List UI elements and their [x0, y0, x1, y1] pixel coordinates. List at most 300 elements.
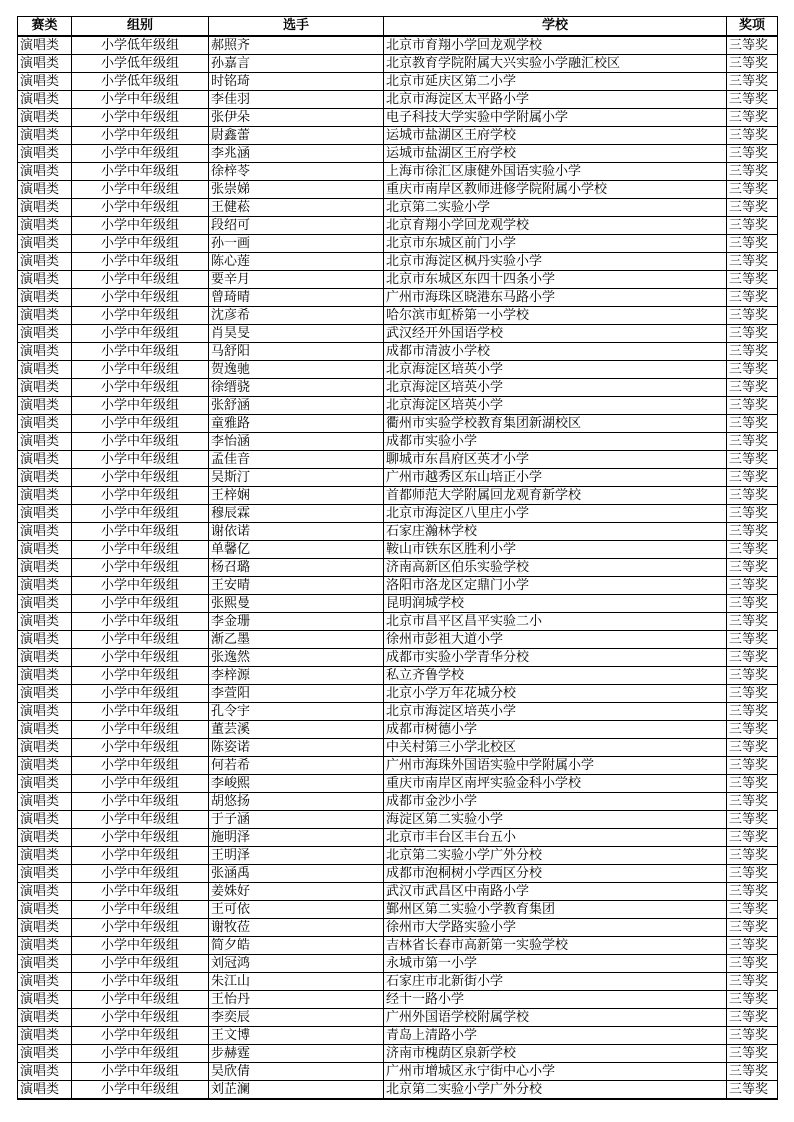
cell-group: 小学中年级组: [72, 1045, 209, 1063]
cell-group: 小学中年级组: [72, 901, 209, 919]
cell-award: 三等奖: [727, 973, 778, 991]
cell-award: 三等奖: [727, 919, 778, 937]
cell-award: 三等奖: [727, 397, 778, 415]
cell-school: 北京市海淀区培英小学: [384, 703, 727, 721]
cell-group: 小学中年级组: [72, 703, 209, 721]
cell-group: 小学中年级组: [72, 343, 209, 361]
cell-contestant: 要辛月: [209, 271, 384, 289]
cell-school: 北京市海淀区八里庄小学: [384, 505, 727, 523]
cell-category: 演唱类: [18, 703, 72, 721]
table-row: [18, 469, 778, 487]
cell-category: 演唱类: [18, 36, 72, 55]
cell-school: 聊城市东昌府区英才小学: [384, 451, 727, 469]
table-row: [18, 667, 778, 685]
cell-category: 演唱类: [18, 127, 72, 145]
cell-award: 三等奖: [727, 559, 778, 577]
table-row: [18, 721, 778, 739]
cell-contestant: 谢牧莅: [209, 919, 384, 937]
cell-group: 小学中年级组: [72, 757, 209, 775]
table-row: [18, 415, 778, 433]
cell-award: 三等奖: [727, 1063, 778, 1081]
cell-contestant: 李兆涵: [209, 145, 384, 163]
cell-contestant: 姜姝好: [209, 883, 384, 901]
cell-contestant: 马舒阳: [209, 343, 384, 361]
cell-group: 小学中年级组: [72, 325, 209, 343]
cell-school: 北京第二实验小学广外分校: [384, 847, 727, 865]
cell-category: 演唱类: [18, 829, 72, 847]
cell-category: 演唱类: [18, 163, 72, 181]
cell-group: 小学中年级组: [72, 1063, 209, 1081]
cell-category: 演唱类: [18, 793, 72, 811]
table-row: [18, 523, 778, 541]
cell-award: 三等奖: [727, 613, 778, 631]
cell-contestant: 孟佳音: [209, 451, 384, 469]
cell-school: 北京市海淀区枫丹实验小学: [384, 253, 727, 271]
table-row: [18, 1063, 778, 1081]
cell-category: 演唱类: [18, 847, 72, 865]
cell-school: 济南高新区伯乐实验学校: [384, 559, 727, 577]
table-row: [18, 487, 778, 505]
cell-contestant: 王可依: [209, 901, 384, 919]
table-row: [18, 379, 778, 397]
cell-award: 三等奖: [727, 379, 778, 397]
header-contestant: 选手: [209, 17, 384, 37]
table-row: [18, 163, 778, 181]
table-row: [18, 865, 778, 883]
cell-group: 小学中年级组: [72, 91, 209, 109]
cell-group: 小学中年级组: [72, 865, 209, 883]
cell-award: 三等奖: [727, 415, 778, 433]
cell-school: 北京市育翔小学回龙观学校: [384, 36, 727, 55]
cell-group: 小学中年级组: [72, 397, 209, 415]
cell-contestant: 张舒涵: [209, 397, 384, 415]
cell-group: 小学中年级组: [72, 145, 209, 163]
table-row: [18, 757, 778, 775]
cell-category: 演唱类: [18, 721, 72, 739]
cell-award: 三等奖: [727, 505, 778, 523]
cell-school: 哈尔滨市虹桥第一小学校: [384, 307, 727, 325]
cell-award: 三等奖: [727, 199, 778, 217]
cell-school: 北京第二实验小学广外分校: [384, 1081, 727, 1100]
cell-group: 小学中年级组: [72, 1027, 209, 1045]
cell-award: 三等奖: [727, 235, 778, 253]
table-row: [18, 451, 778, 469]
cell-award: 三等奖: [727, 307, 778, 325]
cell-school: 成都市清波小学校: [384, 343, 727, 361]
cell-award: 三等奖: [727, 127, 778, 145]
cell-school: 北京市昌平区昌平实验二小: [384, 613, 727, 631]
cell-award: 三等奖: [727, 667, 778, 685]
cell-category: 演唱类: [18, 217, 72, 235]
cell-group: 小学中年级组: [72, 361, 209, 379]
cell-category: 演唱类: [18, 271, 72, 289]
cell-school: 北京教育学院附属大兴实验小学融汇校区: [384, 55, 727, 73]
cell-contestant: 孙一画: [209, 235, 384, 253]
cell-contestant: 李佳羽: [209, 91, 384, 109]
cell-category: 演唱类: [18, 901, 72, 919]
cell-group: 小学中年级组: [72, 919, 209, 937]
cell-category: 演唱类: [18, 91, 72, 109]
table-row: [18, 973, 778, 991]
cell-category: 演唱类: [18, 397, 72, 415]
cell-contestant: 李金珊: [209, 613, 384, 631]
cell-group: 小学中年级组: [72, 253, 209, 271]
cell-group: 小学中年级组: [72, 1009, 209, 1027]
cell-category: 演唱类: [18, 289, 72, 307]
cell-award: 三等奖: [727, 325, 778, 343]
cell-category: 演唱类: [18, 973, 72, 991]
cell-contestant: 王明泽: [209, 847, 384, 865]
cell-contestant: 于子涵: [209, 811, 384, 829]
cell-group: 小学中年级组: [72, 721, 209, 739]
cell-category: 演唱类: [18, 919, 72, 937]
table-row: [18, 577, 778, 595]
cell-school: 广州市海珠外国语实验中学附属小学: [384, 757, 727, 775]
cell-contestant: 何若希: [209, 757, 384, 775]
table-row: [18, 739, 778, 757]
cell-award: 三等奖: [727, 775, 778, 793]
cell-award: 三等奖: [727, 163, 778, 181]
cell-award: 三等奖: [727, 955, 778, 973]
table-row: [18, 289, 778, 307]
cell-contestant: 刘芷澜: [209, 1081, 384, 1100]
cell-group: 小学中年级组: [72, 217, 209, 235]
cell-award: 三等奖: [727, 451, 778, 469]
cell-group: 小学中年级组: [72, 271, 209, 289]
cell-group: 小学中年级组: [72, 811, 209, 829]
cell-school: 重庆市南岸区南坪实验金科小学校: [384, 775, 727, 793]
cell-award: 三等奖: [727, 145, 778, 163]
table-row: [18, 55, 778, 73]
table-row: [18, 73, 778, 91]
cell-category: 演唱类: [18, 883, 72, 901]
table-row: [18, 181, 778, 199]
cell-award: 三等奖: [727, 433, 778, 451]
cell-contestant: 王健菘: [209, 199, 384, 217]
cell-contestant: 沈彦希: [209, 307, 384, 325]
cell-contestant: 李峻熙: [209, 775, 384, 793]
cell-category: 演唱类: [18, 739, 72, 757]
cell-contestant: 孔令宇: [209, 703, 384, 721]
table-row: [18, 217, 778, 235]
cell-award: 三等奖: [727, 1027, 778, 1045]
cell-school: 鞍山市铁东区胜利小学: [384, 541, 727, 559]
cell-group: 小学低年级组: [72, 55, 209, 73]
cell-contestant: 徐梓苓: [209, 163, 384, 181]
cell-group: 小学中年级组: [72, 775, 209, 793]
cell-school: 昆明润城学校: [384, 595, 727, 613]
cell-award: 三等奖: [727, 577, 778, 595]
cell-group: 小学中年级组: [72, 109, 209, 127]
cell-contestant: 郝照齐: [209, 36, 384, 55]
table-row: [18, 775, 778, 793]
cell-award: 三等奖: [727, 901, 778, 919]
cell-award: 三等奖: [727, 271, 778, 289]
cell-group: 小学中年级组: [72, 847, 209, 865]
cell-school: 石家庄市北新街小学: [384, 973, 727, 991]
table-row: [18, 271, 778, 289]
cell-school: 成都市泡桐树小学西区分校: [384, 865, 727, 883]
cell-group: 小学中年级组: [72, 469, 209, 487]
cell-school: 济南市槐荫区泉新学校: [384, 1045, 727, 1063]
cell-category: 演唱类: [18, 451, 72, 469]
cell-category: 演唱类: [18, 235, 72, 253]
cell-group: 小学中年级组: [72, 559, 209, 577]
cell-contestant: 王安晴: [209, 577, 384, 595]
cell-contestant: 杨召璐: [209, 559, 384, 577]
cell-contestant: 尉鑫蕾: [209, 127, 384, 145]
cell-award: 三等奖: [727, 361, 778, 379]
cell-contestant: 董芸溪: [209, 721, 384, 739]
cell-group: 小学中年级组: [72, 793, 209, 811]
cell-category: 演唱类: [18, 1009, 72, 1027]
cell-category: 演唱类: [18, 433, 72, 451]
cell-category: 演唱类: [18, 613, 72, 631]
cell-school: 成都市树德小学: [384, 721, 727, 739]
table-row: [18, 109, 778, 127]
cell-award: 三等奖: [727, 739, 778, 757]
cell-group: 小学中年级组: [72, 379, 209, 397]
cell-award: 三等奖: [727, 487, 778, 505]
cell-award: 三等奖: [727, 631, 778, 649]
cell-contestant: 穆辰霖: [209, 505, 384, 523]
cell-contestant: 刘冠鸿: [209, 955, 384, 973]
table-row: [18, 685, 778, 703]
cell-school: 中关村第三小学北校区: [384, 739, 727, 757]
cell-group: 小学中年级组: [72, 667, 209, 685]
cell-category: 演唱类: [18, 685, 72, 703]
table-row: [18, 361, 778, 379]
cell-group: 小学中年级组: [72, 541, 209, 559]
cell-group: 小学中年级组: [72, 973, 209, 991]
cell-group: 小学中年级组: [72, 289, 209, 307]
cell-school: 武汉经开外国语学校: [384, 325, 727, 343]
cell-category: 演唱类: [18, 307, 72, 325]
cell-group: 小学中年级组: [72, 631, 209, 649]
cell-category: 演唱类: [18, 253, 72, 271]
cell-award: 三等奖: [727, 865, 778, 883]
cell-group: 小学中年级组: [72, 1081, 209, 1100]
table-row: [18, 397, 778, 415]
cell-contestant: 徐缙骁: [209, 379, 384, 397]
table-row: [18, 703, 778, 721]
cell-group: 小学中年级组: [72, 487, 209, 505]
cell-school: 成都市金沙小学: [384, 793, 727, 811]
table-row: [18, 307, 778, 325]
cell-contestant: 步赫霆: [209, 1045, 384, 1063]
cell-contestant: 王怡丹: [209, 991, 384, 1009]
cell-school: 北京市东城区东四十四条小学: [384, 271, 727, 289]
cell-award: 三等奖: [727, 343, 778, 361]
cell-award: 三等奖: [727, 793, 778, 811]
cell-category: 演唱类: [18, 1045, 72, 1063]
cell-school: 北京育翔小学回龙观学校: [384, 217, 727, 235]
cell-group: 小学中年级组: [72, 127, 209, 145]
table-row: [18, 235, 778, 253]
cell-school: 上海市徐汇区康健外国语实验小学: [384, 163, 727, 181]
cell-category: 演唱类: [18, 379, 72, 397]
table-row: [18, 955, 778, 973]
table-row: [18, 199, 778, 217]
cell-award: 三等奖: [727, 595, 778, 613]
cell-category: 演唱类: [18, 595, 72, 613]
table-body: [18, 36, 778, 1099]
cell-group: 小学中年级组: [72, 505, 209, 523]
table-row: [18, 505, 778, 523]
cell-group: 小学中年级组: [72, 415, 209, 433]
cell-award: 三等奖: [727, 829, 778, 847]
cell-group: 小学中年级组: [72, 163, 209, 181]
cell-award: 三等奖: [727, 649, 778, 667]
table-row: [18, 36, 778, 55]
cell-contestant: 童雅路: [209, 415, 384, 433]
cell-award: 三等奖: [727, 541, 778, 559]
cell-contestant: 时铭琦: [209, 73, 384, 91]
cell-category: 演唱类: [18, 955, 72, 973]
header-school: 学校: [384, 17, 727, 37]
cell-contestant: 张熙曼: [209, 595, 384, 613]
cell-award: 三等奖: [727, 703, 778, 721]
cell-group: 小学中年级组: [72, 181, 209, 199]
cell-group: 小学中年级组: [72, 955, 209, 973]
cell-category: 演唱类: [18, 181, 72, 199]
cell-award: 三等奖: [727, 109, 778, 127]
cell-award: 三等奖: [727, 523, 778, 541]
cell-contestant: 贺逸驰: [209, 361, 384, 379]
cell-school: 海淀区第二实验小学: [384, 811, 727, 829]
cell-contestant: 李怡涵: [209, 433, 384, 451]
cell-school: 北京海淀区培英小学: [384, 397, 727, 415]
table-row: [18, 1009, 778, 1027]
table-row: [18, 559, 778, 577]
cell-contestant: 单馨亿: [209, 541, 384, 559]
cell-contestant: 王文博: [209, 1027, 384, 1045]
cell-category: 演唱类: [18, 1027, 72, 1045]
cell-school: 私立齐鲁学校: [384, 667, 727, 685]
table-row: [18, 343, 778, 361]
cell-school: 徐州市大学路实验小学: [384, 919, 727, 937]
cell-school: 北京市海淀区太平路小学: [384, 91, 727, 109]
cell-group: 小学中年级组: [72, 307, 209, 325]
cell-school: 北京海淀区培英小学: [384, 361, 727, 379]
cell-school: 电子科技大学实验中学附属小学: [384, 109, 727, 127]
cell-award: 三等奖: [727, 469, 778, 487]
cell-category: 演唱类: [18, 937, 72, 955]
cell-school: 衢州市实验学校教育集团新湖校区: [384, 415, 727, 433]
cell-school: 运城市盐湖区王府学校: [384, 127, 727, 145]
cell-award: 三等奖: [727, 685, 778, 703]
cell-school: 永城市第一小学: [384, 955, 727, 973]
cell-award: 三等奖: [727, 36, 778, 55]
cell-group: 小学低年级组: [72, 36, 209, 55]
table-row: [18, 325, 778, 343]
table-row: [18, 631, 778, 649]
cell-category: 演唱类: [18, 469, 72, 487]
header-group: 组别: [72, 17, 209, 37]
cell-group: 小学中年级组: [72, 829, 209, 847]
table-row: [18, 811, 778, 829]
table-row: [18, 919, 778, 937]
cell-contestant: 朱江山: [209, 973, 384, 991]
header-row: [18, 17, 778, 37]
cell-award: 三等奖: [727, 289, 778, 307]
cell-school: 广州市增城区永宁街中心小学: [384, 1063, 727, 1081]
results-table: [17, 16, 778, 1100]
cell-group: 小学中年级组: [72, 433, 209, 451]
cell-category: 演唱类: [18, 991, 72, 1009]
cell-category: 演唱类: [18, 343, 72, 361]
cell-group: 小学中年级组: [72, 685, 209, 703]
cell-school: 北京小学万年花城分校: [384, 685, 727, 703]
table-row: [18, 145, 778, 163]
cell-contestant: 吴欣倩: [209, 1063, 384, 1081]
cell-group: 小学中年级组: [72, 991, 209, 1009]
cell-category: 演唱类: [18, 55, 72, 73]
table-row: [18, 595, 778, 613]
cell-category: 演唱类: [18, 505, 72, 523]
cell-category: 演唱类: [18, 361, 72, 379]
table-row: [18, 829, 778, 847]
cell-contestant: 段绍可: [209, 217, 384, 235]
cell-school: 广州市海珠区晓港东马路小学: [384, 289, 727, 307]
cell-award: 三等奖: [727, 91, 778, 109]
cell-contestant: 渐乙墨: [209, 631, 384, 649]
cell-award: 三等奖: [727, 1081, 778, 1100]
header-category: 赛类: [18, 17, 72, 37]
table-row: [18, 1081, 778, 1100]
table-header: [18, 17, 778, 37]
cell-category: 演唱类: [18, 415, 72, 433]
cell-award: 三等奖: [727, 1045, 778, 1063]
cell-category: 演唱类: [18, 577, 72, 595]
table-row: [18, 541, 778, 559]
cell-school: 北京市延庆区第二小学: [384, 73, 727, 91]
cell-contestant: 施明泽: [209, 829, 384, 847]
cell-school: 北京第二实验小学: [384, 199, 727, 217]
cell-award: 三等奖: [727, 883, 778, 901]
cell-group: 小学中年级组: [72, 937, 209, 955]
cell-school: 运城市盐湖区王府学校: [384, 145, 727, 163]
cell-category: 演唱类: [18, 649, 72, 667]
cell-school: 北京海淀区培英小学: [384, 379, 727, 397]
cell-group: 小学中年级组: [72, 613, 209, 631]
cell-category: 演唱类: [18, 145, 72, 163]
cell-award: 三等奖: [727, 811, 778, 829]
cell-school: 成都市实验小学青华分校: [384, 649, 727, 667]
table-row: [18, 253, 778, 271]
cell-category: 演唱类: [18, 559, 72, 577]
table-row: [18, 937, 778, 955]
cell-school: 北京市丰台区丰台五小: [384, 829, 727, 847]
cell-school: 首都师范大学附属回龙观育新学校: [384, 487, 727, 505]
cell-contestant: 李梓源: [209, 667, 384, 685]
cell-contestant: 陈心莲: [209, 253, 384, 271]
cell-school: 鄞州区第二实验小学教育集团: [384, 901, 727, 919]
cell-category: 演唱类: [18, 199, 72, 217]
cell-category: 演唱类: [18, 523, 72, 541]
cell-group: 小学中年级组: [72, 523, 209, 541]
cell-category: 演唱类: [18, 109, 72, 127]
header-award: 奖项: [727, 17, 778, 37]
cell-category: 演唱类: [18, 73, 72, 91]
table-row: [18, 847, 778, 865]
table-row: [18, 91, 778, 109]
cell-category: 演唱类: [18, 541, 72, 559]
cell-contestant: 曾琦晴: [209, 289, 384, 307]
cell-category: 演唱类: [18, 1063, 72, 1081]
cell-contestant: 王梓娴: [209, 487, 384, 505]
cell-category: 演唱类: [18, 865, 72, 883]
